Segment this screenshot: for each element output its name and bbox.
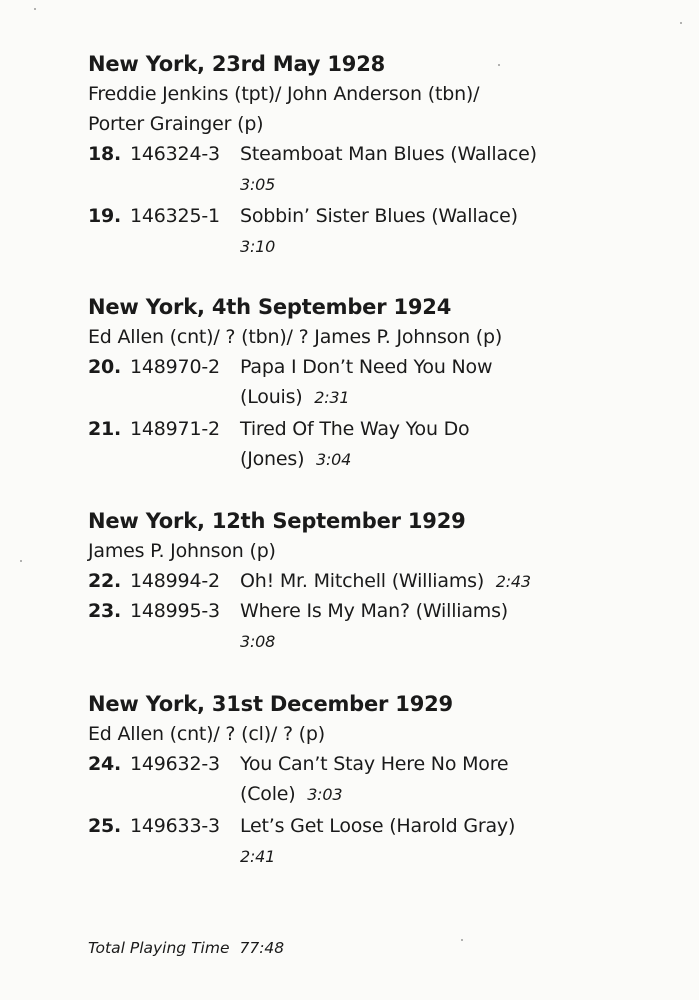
- matrix-number: 149632-3: [130, 753, 220, 775]
- personnel-line: Ed Allen (cnt)/ ? (cl)/ ? (p): [88, 723, 325, 745]
- paper-speck: [20, 560, 22, 562]
- track-number: 25.: [88, 815, 122, 837]
- track-title-continued: [240, 382, 349, 413]
- composer: (Louis): [240, 386, 303, 408]
- track-duration: 3:10: [240, 237, 276, 256]
- track-row: [88, 811, 688, 873]
- session-block: [88, 689, 688, 873]
- track-duration-line: [240, 841, 275, 872]
- session-block: [88, 49, 688, 263]
- track-row: [88, 749, 688, 811]
- paper-speck: [680, 22, 682, 24]
- track-number: 18.: [88, 143, 122, 165]
- track-title: Where Is My Man? (Williams): [240, 600, 509, 622]
- matrix-number: 148995-3: [130, 600, 220, 622]
- session-heading: New York, 12th September 1929: [88, 509, 466, 533]
- personnel-line: Ed Allen (cnt)/ ? (tbn)/ ? James P. Johnson (p): [88, 326, 503, 348]
- personnel-line: Freddie Jenkins (tpt)/ John Anderson (tbn)/: [88, 83, 480, 105]
- track-row: [88, 139, 688, 201]
- track-duration: 3:08: [240, 632, 276, 651]
- matrix-number: 146324-3: [130, 143, 220, 165]
- track-title: Tired Of The Way You Do: [240, 418, 470, 440]
- track-number: 20.: [88, 356, 122, 378]
- track-title-line: [240, 566, 531, 597]
- track-duration: 2:31: [314, 388, 350, 407]
- track-title: Sobbin’ Sister Blues (Wallace): [240, 205, 518, 227]
- session-heading: New York, 4th September 1924: [88, 295, 452, 319]
- paper-speck: [34, 8, 36, 10]
- session-heading: New York, 23rd May 1928: [88, 52, 386, 76]
- session-heading: New York, 31st December 1929: [88, 692, 453, 716]
- track-number: 19.: [88, 205, 122, 227]
- track-title-continued: [240, 444, 351, 475]
- track-duration-line: [240, 626, 275, 657]
- track-duration: 2:43: [495, 572, 531, 591]
- track-row: [88, 596, 688, 658]
- track-title: You Can’t Stay Here No More: [240, 753, 509, 775]
- track-title: Oh! Mr. Mitchell (Williams): [240, 570, 485, 592]
- session-block: [88, 506, 688, 658]
- total-playing-time-value: 77:48: [239, 939, 285, 957]
- session-block: [88, 292, 688, 476]
- track-duration: 3:03: [307, 785, 343, 804]
- composer: (Jones): [240, 448, 305, 470]
- track-duration: 3:05: [240, 175, 276, 194]
- track-duration: 3:04: [315, 450, 352, 469]
- matrix-number: 148971-2: [130, 418, 220, 440]
- track-number: 23.: [88, 600, 122, 622]
- track-title: Papa I Don’t Need You Now: [240, 356, 493, 378]
- total-playing-time-label: Total Playing Time: [88, 939, 230, 957]
- total-playing-time: [88, 936, 284, 960]
- track-number: 22.: [88, 570, 122, 592]
- paper-speck: [461, 939, 463, 941]
- matrix-number: 148994-2: [130, 570, 220, 592]
- paper-speck: [498, 64, 500, 66]
- track-row: [88, 352, 688, 414]
- personnel-line: James P. Johnson (p): [88, 540, 276, 562]
- track-number: 21.: [88, 418, 122, 440]
- track-number: 24.: [88, 753, 122, 775]
- matrix-number: 148970-2: [130, 356, 220, 378]
- matrix-number: 149633-3: [130, 815, 220, 837]
- matrix-number: 146325-1: [130, 205, 220, 227]
- track-title: Steamboat Man Blues (Wallace): [240, 143, 537, 165]
- track-duration-line: [240, 169, 275, 200]
- composer: (Cole): [240, 783, 296, 805]
- track-duration: 2:41: [240, 847, 276, 866]
- track-duration-line: [240, 231, 275, 262]
- track-row: [88, 414, 688, 476]
- track-row: [88, 201, 688, 263]
- track-title: Let’s Get Loose (Harold Gray): [240, 815, 516, 837]
- track-title-continued: [240, 779, 342, 810]
- personnel-line: Porter Grainger (p): [88, 113, 264, 135]
- track-row: [88, 566, 688, 596]
